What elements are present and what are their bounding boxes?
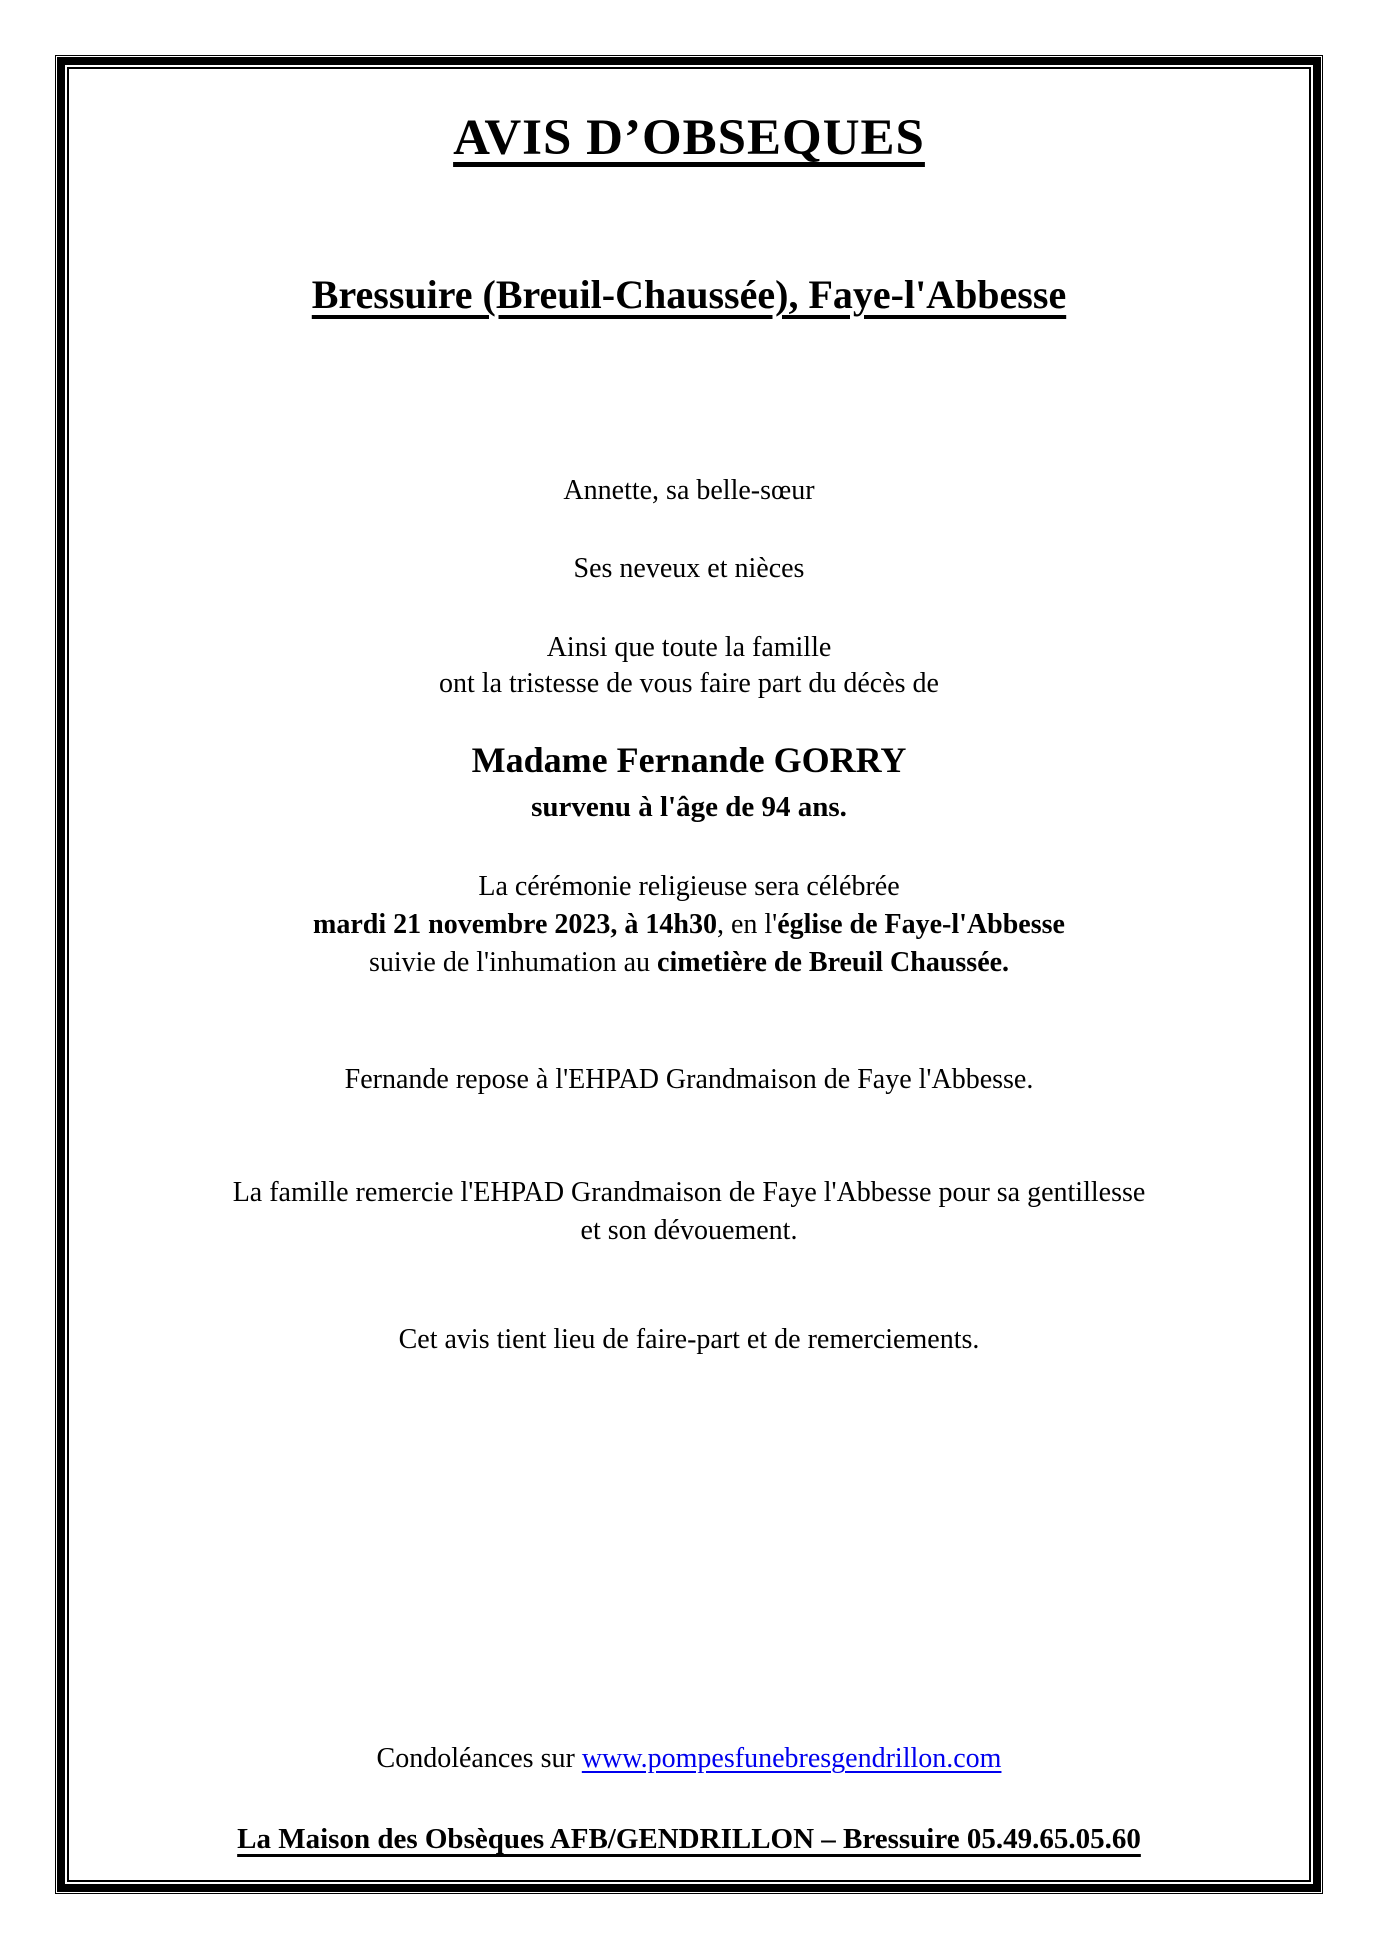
burial-line <box>69 945 1309 981</box>
ceremony-intro-line: La cérémonie religieuse sera célébrée <box>478 871 900 902</box>
ceremony-datetime-line <box>69 907 1309 943</box>
decorative-frame-outer <box>55 55 1323 1894</box>
ceremony-datetime: mardi 21 novembre 2023, à 14h30 <box>313 909 717 940</box>
deceased-age-line: survenu à l'âge de 94 ans. <box>531 791 847 823</box>
relative-line: Ses neveux et nièces <box>573 553 805 584</box>
burial-prefix: suivie de l'inhumation au <box>368 947 658 978</box>
notice-statement-line: Cet avis tient lieu de faire-part et de remerciements. <box>398 1324 980 1355</box>
condolences-line <box>69 1741 1309 1777</box>
communes-subtitle: Bressuire (Breuil-Chaussée), Faye-l'Abbesse <box>311 272 1067 317</box>
thanks-line: La famille remercie l'EHPAD Grandmaison de Faye l'Abbesse pour sa gentillesse <box>232 1177 1146 1208</box>
condolences-link[interactable]: www.pompesfunebresgendrillon.com <box>581 1743 1002 1774</box>
decorative-frame-thick <box>57 57 1321 1892</box>
thanks-line: et son dévouement. <box>580 1215 798 1246</box>
decorative-frame-inner <box>67 67 1311 1882</box>
intro-line: Ainsi que toute la famille <box>546 632 832 663</box>
intro-line: ont la tristesse de vous faire part du décès de <box>439 668 939 699</box>
burial-location: cimetière de Breuil Chaussée. <box>657 947 1010 978</box>
funeral-home-footer: La Maison des Obsèques AFB/GENDRILLON – Bressuire 05.49.65.05.60 <box>237 1823 1141 1855</box>
deceased-name: Madame Fernande GORRY <box>471 740 907 780</box>
repose-line: Fernande repose à l'EHPAD Grandmaison de Faye l'Abbesse. <box>344 1064 1034 1095</box>
page-title: AVIS D’OBSEQUES <box>453 110 925 166</box>
ceremony-church: église de Faye-l'Abbesse <box>777 909 1065 940</box>
ceremony-connector: , en l' <box>716 909 778 940</box>
condolences-prefix: Condoléances sur <box>376 1743 582 1774</box>
relative-line: Annette, sa belle-sœur <box>563 475 815 506</box>
